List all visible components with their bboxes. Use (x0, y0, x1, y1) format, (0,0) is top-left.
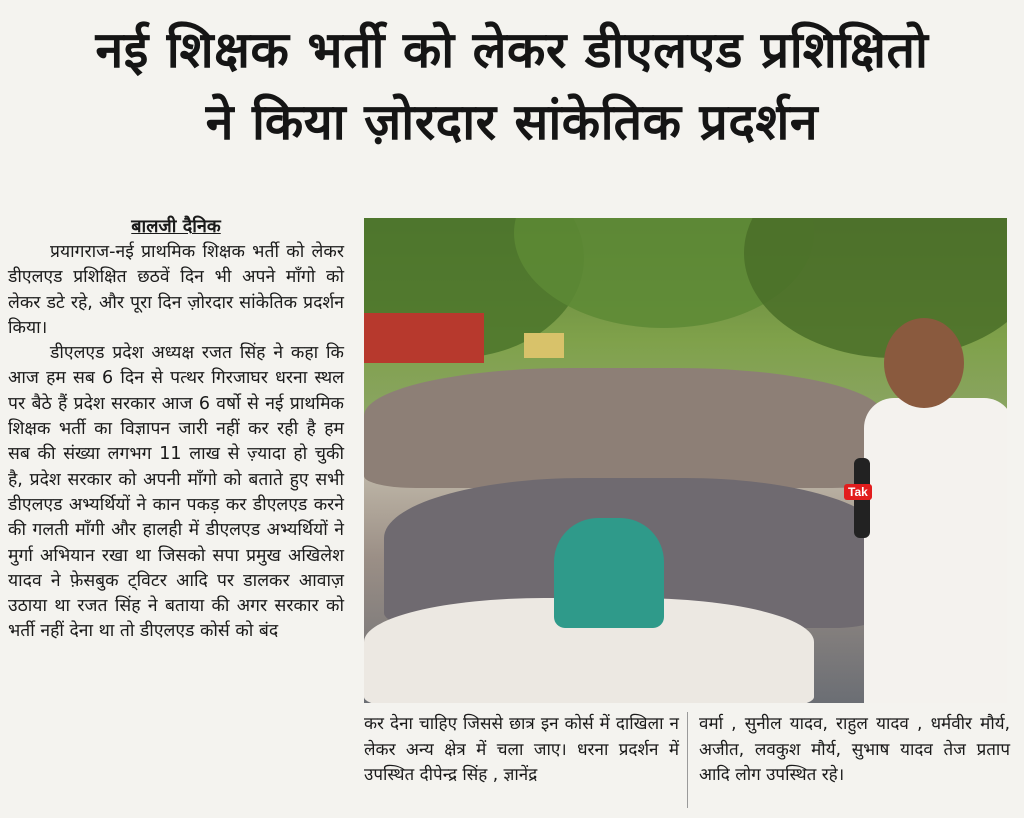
article-paragraph-2: डीएलएड प्रदेश अध्यक्ष रजत सिंह ने कहा कि आज हम सब 6 दिन से पत्थर गिरजाघर धरना स्थल पर बैठे हैं प्रदेश सरकार आज 6 वर्षो से नई प्राथमिक शिक्षक भर्ती का विज्ञापन जारी नहीं कर रही है हम सब की संख्या लगभग 11 लाख से ज़्यादा हो चुकी है, प्रदेश सरकार को अपनी माँगो को बताते हुए सभी डीएलएड अभ्यर्थियों ने कान पकड़ कर डीएलएड करने की गलती माँगी और हालही में डीएलएड अभ्यर्थियों ने मुर्गा अभियान रखा था जिसको सपा प्रमुख अखिलेश यादव ने फ़ेसबुक ट्विटर आदि पर डालकर आवाज़ उठाया था रजत सिंह ने बताया की अगर सरकार को भर्ती नहीं देना था तो डीएलएड कोर्स को बंद (8, 343, 344, 642)
article-column-left (8, 216, 344, 816)
reporter-figure (864, 398, 1007, 703)
column-divider (687, 712, 688, 808)
headline-line-2: ने किया ज़ोरदार सांकेतिक प्रदर्शन (205, 93, 819, 151)
headline (0, 14, 1024, 158)
headline-line-1: नई शिक्षक भर्ती को लेकर डीएलएड प्रशिक्षितो (95, 21, 929, 79)
article-column-right: वर्मा , सुनील यादव, राहुल यादव , धर्मवीर मौर्य, अजीत, लवकुश मौर्य, सुभाष यादव तेज प्रताप आदि लोग उपस्थित रहे। (699, 714, 1010, 785)
mic-label: Tak (844, 484, 872, 500)
protest-photo (364, 218, 1007, 703)
article-column-middle: कर देना चाहिए जिससे छात्र इन कोर्स में दाखिला न लेकर अन्य क्षेत्र में चला जाए। धरना प्रदर्शन में उपस्थित दीपेन्द्र सिंह , ज्ञानेंद्र (364, 714, 679, 785)
article-paragraph-1: प्रयागराज-नई प्राथमिक शिक्षक भर्ती को लेकर डीएलएड प्रशिक्षित छठवें दिन भी अपने माँगो को लेकर डटे रहे, और पूरा दिन ज़ोरदार सांकेतिक प्रदर्शन किया। (8, 242, 344, 338)
byline: बालजी दैनिक (131, 216, 221, 237)
